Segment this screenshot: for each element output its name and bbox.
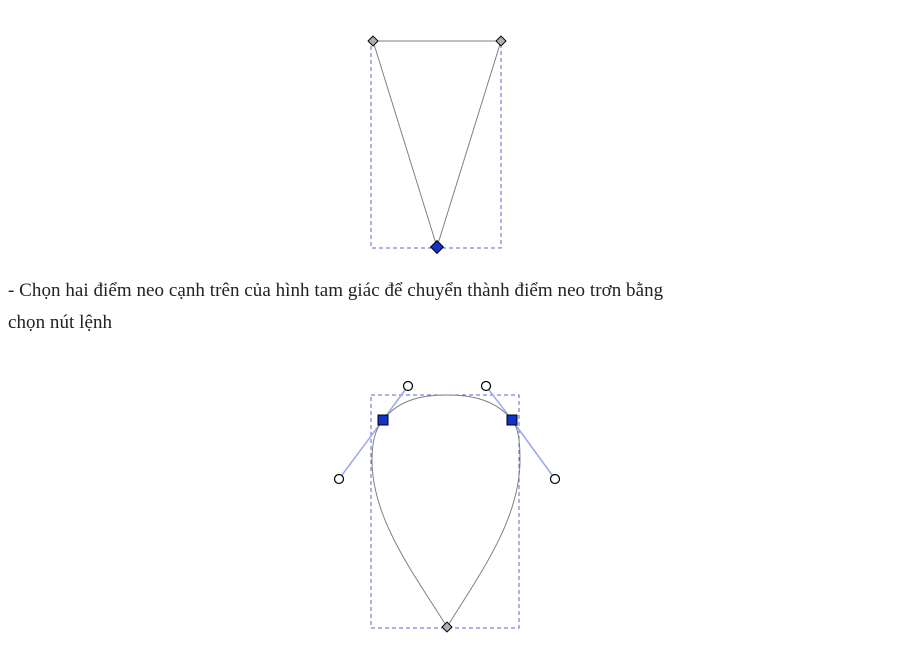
bottom-diamond-node-icon[interactable] bbox=[442, 622, 452, 632]
right-lower-circle-handle-icon[interactable] bbox=[551, 475, 560, 484]
left-handle-line-lower bbox=[339, 420, 383, 479]
right-square-node-icon[interactable] bbox=[507, 415, 517, 425]
right-upper-circle-handle-icon[interactable] bbox=[482, 382, 491, 391]
left-upper-circle-handle-icon[interactable] bbox=[404, 382, 413, 391]
teardrop-bounding-box bbox=[371, 395, 519, 628]
instruction-line-2: chọn nút lệnh bbox=[8, 312, 113, 333]
left-lower-circle-handle-icon[interactable] bbox=[335, 475, 344, 484]
teardrop-path[interactable] bbox=[372, 395, 520, 627]
instruction-line-1: - Chọn hai điểm neo cạnh trên của hình tam giác để chuyển thành điểm neo trơn bằng bbox=[8, 280, 664, 301]
right-handle-line-lower bbox=[512, 420, 555, 479]
left-square-node-icon[interactable] bbox=[378, 415, 388, 425]
